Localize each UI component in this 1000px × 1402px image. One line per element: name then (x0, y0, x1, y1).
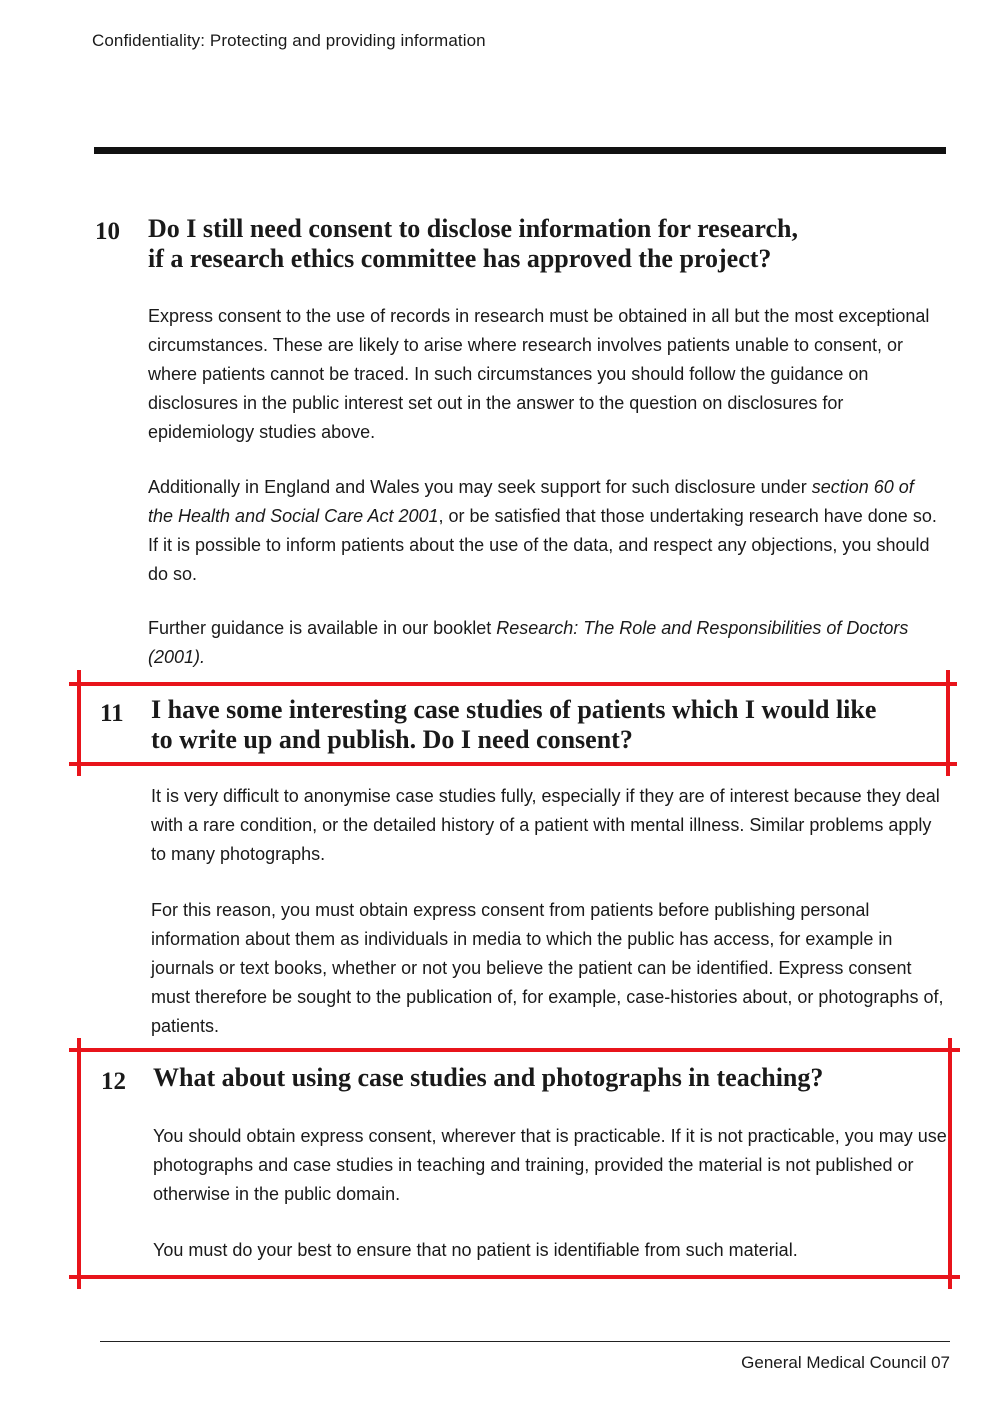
paragraph (148, 614, 943, 672)
annotation-tick (77, 1277, 81, 1289)
annotation-tick (946, 670, 950, 684)
text-run: , or be satisfied that those undertaking research have done so. If it is possible to inform patients about the use of the data, and respect any objections, you should do so. (148, 506, 937, 584)
question-title (151, 695, 876, 755)
question-title: What about using case studies and photographs in teaching? (153, 1063, 824, 1092)
paragraph: Express consent to the use of records in research must be obtained in all but the most exceptional circumstances. These are likely to arise where research involves patients unable to consent, or where patients cannot be traced. In such circumstances you should follow the guidance on disclosures in the public interest set out in the answer to the question on disclosures for epidemiology studies above. (148, 306, 930, 442)
paragraph: You should obtain express consent, wherever that is practicable. If it is not practicable, you may use photographs and case studies in teaching and training, provided the material is not published or otherwise in the public domain. (153, 1126, 947, 1204)
paragraph (148, 473, 943, 589)
question-title (148, 214, 798, 274)
text-run: Additionally in England and Wales you may seek support for such disclosure under (148, 477, 812, 497)
booklet-citation: Research: The Role and Responsibilities of Doctors (2001). (148, 618, 909, 667)
annotation-tick (77, 670, 81, 684)
question-title-line: to write up and publish. Do I need consent? (151, 725, 633, 754)
act-citation: section 60 of the Health and Social Care Act 2001 (148, 477, 914, 526)
question-title-line: I have some interesting case studies of patients which I would like (151, 695, 877, 724)
annotation-tick (948, 1038, 952, 1050)
annotation-tick (948, 1277, 952, 1289)
question-title-line: Do I still need consent to disclose information for research, (148, 214, 798, 243)
page-footer (741, 1353, 950, 1373)
text-run: Further guidance is available in our booklet (148, 618, 497, 638)
question-number: 11 (100, 700, 124, 727)
annotation-tick (77, 764, 81, 776)
question-number: 10 (95, 218, 120, 245)
footer-organisation: General Medical Council (741, 1353, 927, 1372)
annotation-tick (946, 764, 950, 776)
paragraph: It is very difficult to anonymise case studies fully, especially if they are of interest because they deal with a rare condition, or the detailed history of a patient with mental illness. Similar problems apply to many photographs. (151, 786, 940, 864)
header-rule (94, 147, 946, 154)
page-number: 07 (931, 1353, 950, 1372)
question-title-line: if a research ethics committee has approved the project? (148, 244, 772, 273)
paragraph: For this reason, you must obtain express consent from patients before publishing personal information about them as individuals in media to which the public has access, for example in journals or text books, whether or not you believe the patient can be identified. Express consent must therefore be sought to the publication of, for example, case-histories about, or photographs of, patients. (151, 900, 944, 1036)
paragraph: You must do your best to ensure that no patient is identifiable from such material. (153, 1240, 798, 1260)
running-header: Confidentiality: Protecting and providing information (92, 31, 486, 50)
annotation-tick (77, 1038, 81, 1050)
footer-rule (100, 1341, 950, 1342)
question-number: 12 (101, 1068, 126, 1095)
